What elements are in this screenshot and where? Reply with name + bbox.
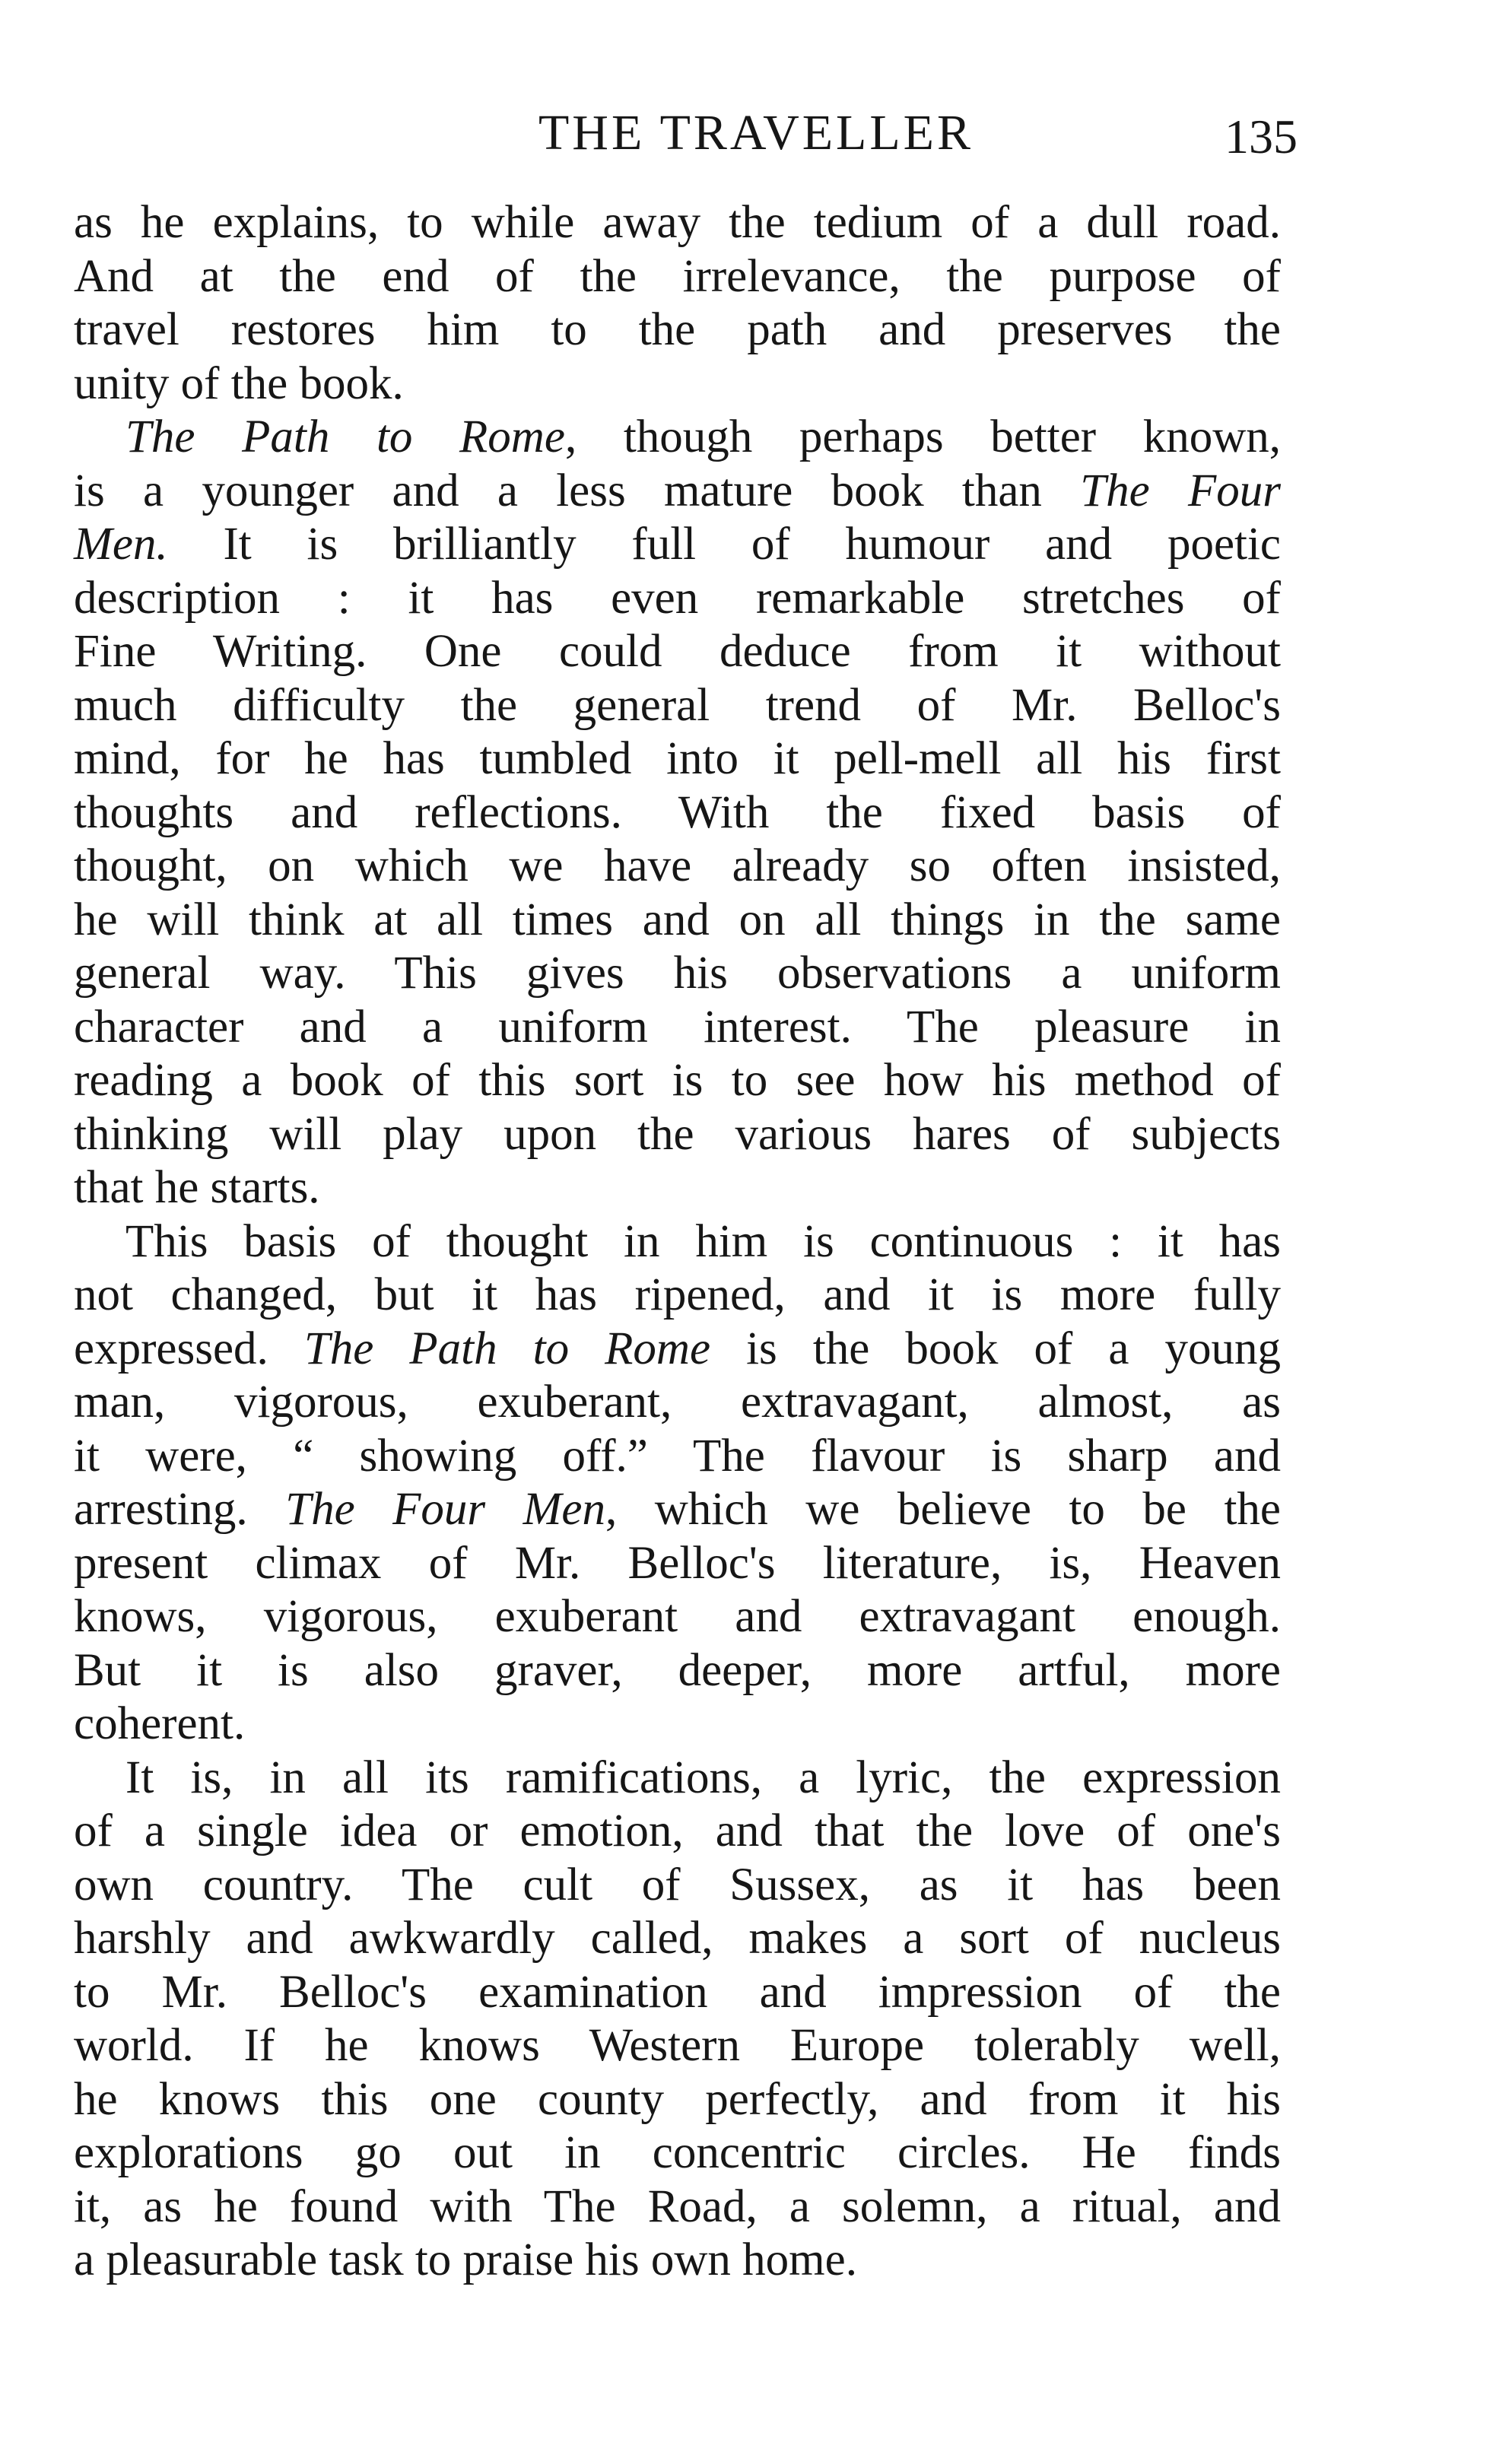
text-line: a pleasurable task to praise his own home.	[74, 2234, 857, 2285]
text-line: character and a uniform interest. The pleasure in	[74, 1001, 1281, 1053]
book-title-italic: The Path to Rome	[125, 411, 565, 462]
text-run: expressed.	[74, 1323, 304, 1374]
text-line: It is, in all its ramifications, a lyric, the expression	[125, 1752, 1281, 1803]
text-run: is a younger and a less mature book than	[74, 465, 1081, 516]
text-line: unity of the book.	[74, 357, 404, 409]
text-line	[74, 411, 1281, 465]
book-title-italic: The Four Men	[285, 1484, 605, 1535]
text-line: world. If he knows Western Europe tolerably well,	[74, 2020, 1281, 2071]
text-line: explorations go out in concentric circles. He finds	[74, 2127, 1281, 2178]
text-line: harshly and awkwardly called, makes a sort of nucleus	[74, 1913, 1281, 1964]
text-line: thinking will play upon the various hares of subjects	[74, 1108, 1281, 1160]
text-line: This basis of thought in him is continuous : it has	[125, 1215, 1281, 1267]
running-title: THE TRAVELLER	[538, 105, 974, 160]
text-line: much difficulty the general trend of Mr. Belloc's	[74, 679, 1281, 731]
text-line: present climax of Mr. Belloc's literature, is, Heaven	[74, 1537, 1281, 1589]
text-line	[74, 1323, 1281, 1377]
text-line: own country. The cult of Sussex, as it has been	[74, 1859, 1281, 1910]
text-run: , though perhaps better known,	[564, 411, 1282, 462]
text-line: as he explains, to while away the tedium of a dull road.	[74, 197, 1281, 248]
text-line	[74, 1483, 1281, 1537]
book-title-italic: The Four	[1080, 465, 1281, 516]
text-run: It is brilliantly full of humour and poetic	[167, 519, 1281, 570]
text-line: general way. This gives his observations a uniform	[74, 948, 1281, 999]
text-line	[74, 518, 1281, 572]
text-line: And at the end of the irrelevance, the purpose of	[74, 250, 1281, 302]
text-line: it, as he found with The Road, a solemn, a ritual, and	[74, 2180, 1281, 2232]
text-line: not changed, but it has ripened, and it is more fully	[74, 1269, 1281, 1320]
text-line: coherent.	[74, 1698, 246, 1749]
text-line: to Mr. Belloc's examination and impression of the	[74, 1966, 1281, 2018]
text-line: reading a book of this sort is to see how his method of	[74, 1055, 1281, 1106]
text-line: that he starts.	[74, 1162, 320, 1213]
text-line: knows, vigorous, exuberant and extravagant enough.	[74, 1591, 1281, 1642]
text-line: thoughts and reflections. With the fixed basis of	[74, 786, 1281, 838]
text-line: But it is also graver, deeper, more artful, more	[74, 1644, 1281, 1696]
text-line: man, vigorous, exuberant, extravagant, almost, as	[74, 1377, 1281, 1428]
text-line: it were, “ showing off.” The flavour is sharp and	[74, 1430, 1281, 1482]
text-line: he will think at all times and on all things in the same	[74, 894, 1281, 945]
page-number: 135	[1225, 110, 1298, 164]
book-title-italic: The Path to Rome	[303, 1323, 711, 1374]
text-run: is the book of a young	[710, 1323, 1281, 1374]
text-line: Fine Writing. One could deduce from it without	[74, 626, 1281, 677]
text-line: mind, for he has tumbled into it pell-mell all his first	[74, 733, 1281, 784]
text-line	[74, 465, 1281, 519]
text-run: , which we believe to be the	[605, 1484, 1281, 1535]
text-line: thought, on which we have already so often insisted,	[74, 840, 1281, 891]
text-line: of a single idea or emotion, and that the love of one's	[74, 1806, 1281, 1856]
text-line: travel restores him to the path and preserves the	[74, 304, 1281, 355]
book-title-italic: Men.	[74, 519, 168, 570]
text-run: arresting.	[74, 1484, 286, 1535]
body-text	[74, 196, 1281, 2288]
text-line: description : it has even remarkable stretches of	[74, 572, 1281, 624]
text-line: he knows this one county perfectly, and from it his	[74, 2073, 1281, 2125]
